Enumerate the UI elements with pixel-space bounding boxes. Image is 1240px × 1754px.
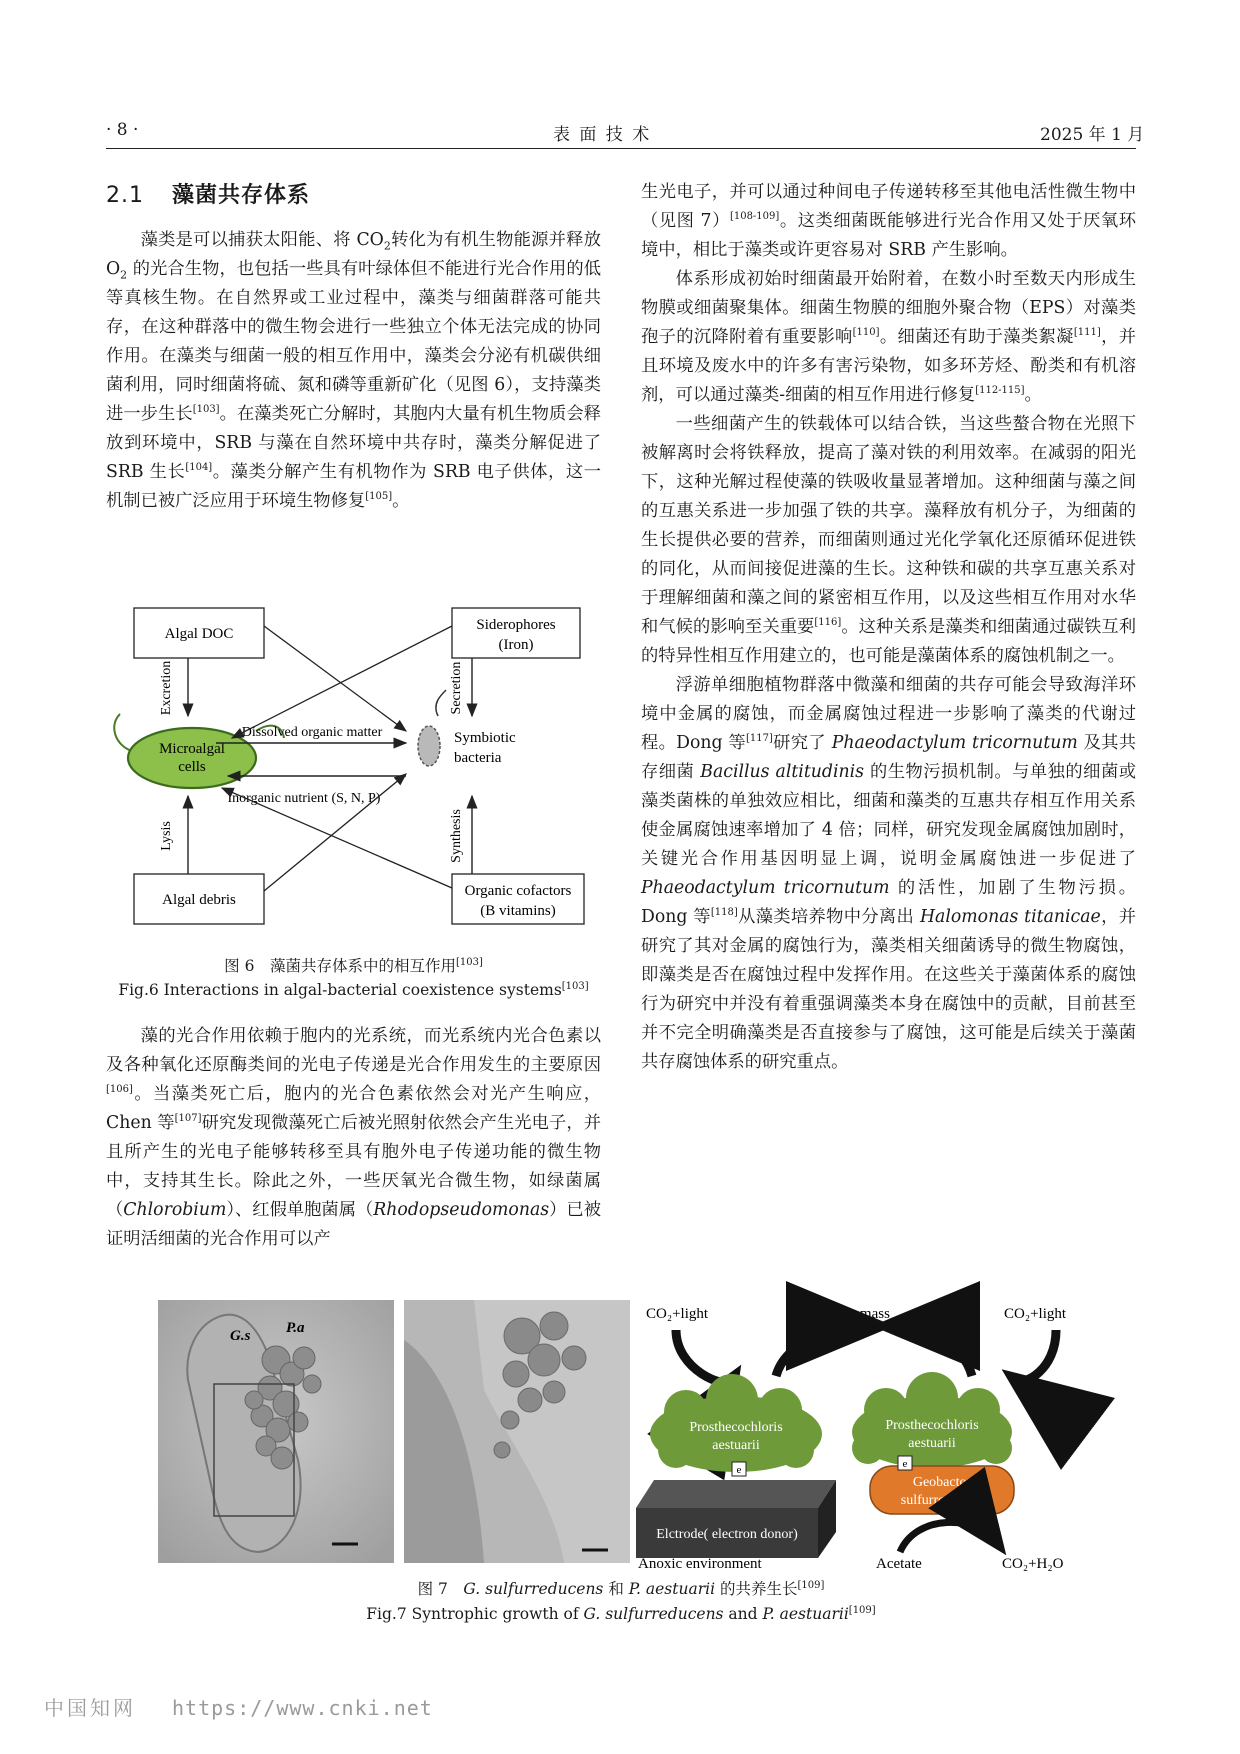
label-acetate: Acetate [876,1556,922,1572]
label-e-left: e [736,1464,742,1476]
header-rule [106,148,1136,149]
watermark-url[interactable]: https://www.cnki.net [172,1696,433,1720]
label-prostheco-right-1: Prosthecochloris [885,1418,979,1433]
paragraph: 浮游单细胞植物群落中微藻和细菌的共存可能会导致海洋环境中金属的腐蚀，而金属腐蚀过程进一步影响了藻类的代谢过程。Dong 等[117]研究了 Phaeodactylum tricornutum 及其共存细菌 Bacillus altitudinis 的生物污损机制。与单独的细菌或藻类菌株的单独效应相比，细菌和藻类的互惠共存相互作用关系使金属腐蚀速率增加了 4 倍；同样，研究发现金属腐蚀加剧时，关键光合作用基因明显上调，说明金属腐蚀进一步促进了 Phaeodactylum tricornutum 的活性，加剧了生物污损。Dong 等[118]从藻类培养物中分离出 Halomonas titanicae，并研究了其对金属的腐蚀行为，藻类相关细菌诱导的微生物腐蚀，即藻类是否在腐蚀过程中发挥作用。在这些关于藻菌体系的腐蚀行为研究中并没有着重强调藻类本身在腐蚀中的贡献，目前甚至并不完全明确藻类是否直接参与了腐蚀，这可能是后续关于藻菌共存腐蚀体系的研究重点。 [641,675,1137,1072]
paragraph: 藻的光合作用依赖于胞内的光系统，而光系统内光合色素以及各种氧化还原酶类间的光电子传递是光合作用发生的主要原因[106]。当藻类死亡后，胞内的光合色素依然会对光产生响应，Chen 等[107]研究发现微藻死亡后被光照射依然会产生光电子，并且所产生的光电子能够转移至具有胞外电子传递功能的微生物中，支持其生长。除此之外，一些厌氧光合微生物，如绿菌属（Chlorobium）、红假单胞菌属（Rhodopseudomonas）已被证明活细菌的光合作用可以产 [106,1026,601,1249]
label-microalgal: Microalgal [159,741,225,757]
paragraph: 一些细菌产生的铁载体可以结合铁，当这些螯合物在光照下被解离时会将铁释放，提高了藻对铁的利用效率。在减弱的阳光下，这种光解过程使藻的铁吸收量显著增加。这种细菌与藻之间的互惠关系进一步加强了铁的共享。藻释放有机分子，为细菌的生长提供必要的营养，而细菌则通过光化学氧化还原循环促进铁的同化，从而间接促进藻的生长。这种铁和碳的共享互惠关系对于理解细菌和藻之间的紧密相互作用，以及这些相互作用对水华和气候的影响至关重要[116]。这种关系是藻类和细菌通过碳铁互利的特异性相互作用建立的，也可能是藻菌体系的腐蚀机制之一。 [641,414,1136,666]
label-electrode: Elctrode( electron donor) [656,1527,798,1542]
issue-date: 2025 年 1 月 [1040,125,1145,145]
label-pa: P.a [286,1320,305,1336]
label-lysis: Lysis [159,821,174,851]
label-dissolved-organic-matter: Dissolved organic matter [241,725,383,740]
figure-6-diagram [106,596,601,946]
label-excretion: Excretion [159,660,174,716]
label-anoxic: Anoxic environment [638,1556,762,1572]
watermark-site: 中国知网 [44,1696,136,1720]
micrograph-left [158,1300,394,1563]
left-column-bottom [106,1022,601,1254]
paragraph: 生光电子，并可以通过种间电子传递转移至其他电活性微生物中（见图 7）[108-109]。这类细菌既能够进行光合作用又处于厌氧环境中，相比于藻类或许更容易对 SRB 产生影响。 [641,182,1136,260]
label-siderophores: Siderophores [476,617,556,633]
figure-7-caption-en: Fig.7 Syntrophic growth of G. sulfurreducens and P. aestuarii[109] [366,1604,876,1623]
bacterium-icon [418,726,440,766]
label-b-vitamins: (B vitamins) [480,903,556,919]
section-title: 藻菌共存体系 [172,183,311,208]
label-gs: G.s [230,1328,251,1344]
figure-6-caption-cn: 图 6 藻菌共存体系中的相互作用[103] [224,956,483,975]
right-column [641,178,1136,1077]
section-heading [106,178,310,209]
label-symbiotic: Symbiotic [454,730,516,746]
label-geobacter-1: Geobactor [912,1475,972,1490]
watermark [44,1692,433,1721]
paragraph: 体系形成初始时细菌最开始附着，在数小时至数天内形成生物膜或细菌聚集体。细菌生物膜的细胞外聚合物（EPS）对藻类孢子的沉降附着有重要影响[110]。细菌还有助于藻类絮凝[111]，并且环境及废水中的许多有害污染物，如多环芳烃、酚类和有机溶剂，可以通过藻类-细菌的相互作用进行修复[112-115]。 [641,269,1136,405]
label-prostheco-right-2: aestuarii [908,1436,956,1451]
label-e-right: e [902,1458,908,1470]
label-algal-doc: Algal DOC [164,626,234,642]
microalgal-cell-icon [128,728,256,788]
journal-title: 表 面 技 术 [553,125,652,145]
label-iron: (Iron) [498,637,534,653]
label-algal-debris: Algal debris [162,892,236,908]
micrograph-right [404,1300,630,1563]
label-secretion: Secretion [449,661,464,715]
label-co2-light-right: CO₂+light [1004,1306,1067,1322]
figure-7-caption-cn: 图 7 G. sulfurreducens 和 P. aestuarii 的共养生长[109] [417,1579,825,1598]
label-prostheco-left-1: Prosthecochloris [689,1420,783,1435]
label-organic-cofactors: Organic cofactors [464,883,572,899]
figure-6-caption-en: Fig.6 Interactions in algal-bacterial coexistence systems[103] [118,980,589,999]
label-cell-biomass: Cell biomass [812,1306,890,1322]
paragraph: 藻类是可以捕获太阳能、将 $CO_2$转化为有机生物能源并释放 $O_2$ 的光合生物，也包括一些具有叶绿体但不能进行光合作用的低等真核生物。在自然界或工业过程中，藻类与细菌群落可能共存，在这种群落中的微生物会进行一些独立个体无法完成的协同作用。在藻类与细菌一般的相互作用中，藻类会分泌有机碳供细菌利用，同时细菌将硫、氮和磷等重新矿化（见图 6），支持藻类进一步生长[103]。在藻类死亡分解时，其胞内大量有机生物质会释放到环境中，SRB 与藻在自然环境中共存时，藻类分解促进了 SRB 生长[104]。藻类分解产生有机物作为 SRB 电子供体，这一机制已被广泛应用于环境生物修复[105]。 [106,230,601,511]
figure-7-schematic [636,1300,1122,1572]
label-co2-light-left: CO₂+light [646,1306,709,1322]
label-co2-h2o: CO₂+H₂O [1002,1556,1064,1572]
left-column-top [106,226,601,516]
label-bacteria: bacteria [454,750,502,766]
label-prostheco-left-2: aestuarii [712,1438,760,1453]
section-number: 2.1 [106,183,144,208]
label-inorganic-nutrient: Inorganic nutrient (S, N, P) [227,791,381,806]
label-synthesis: Synthesis [449,809,464,863]
label-cells: cells [178,759,206,775]
page-number: · 8 · [106,120,139,140]
label-geobacter-2: sulfurreducens [900,1493,984,1508]
